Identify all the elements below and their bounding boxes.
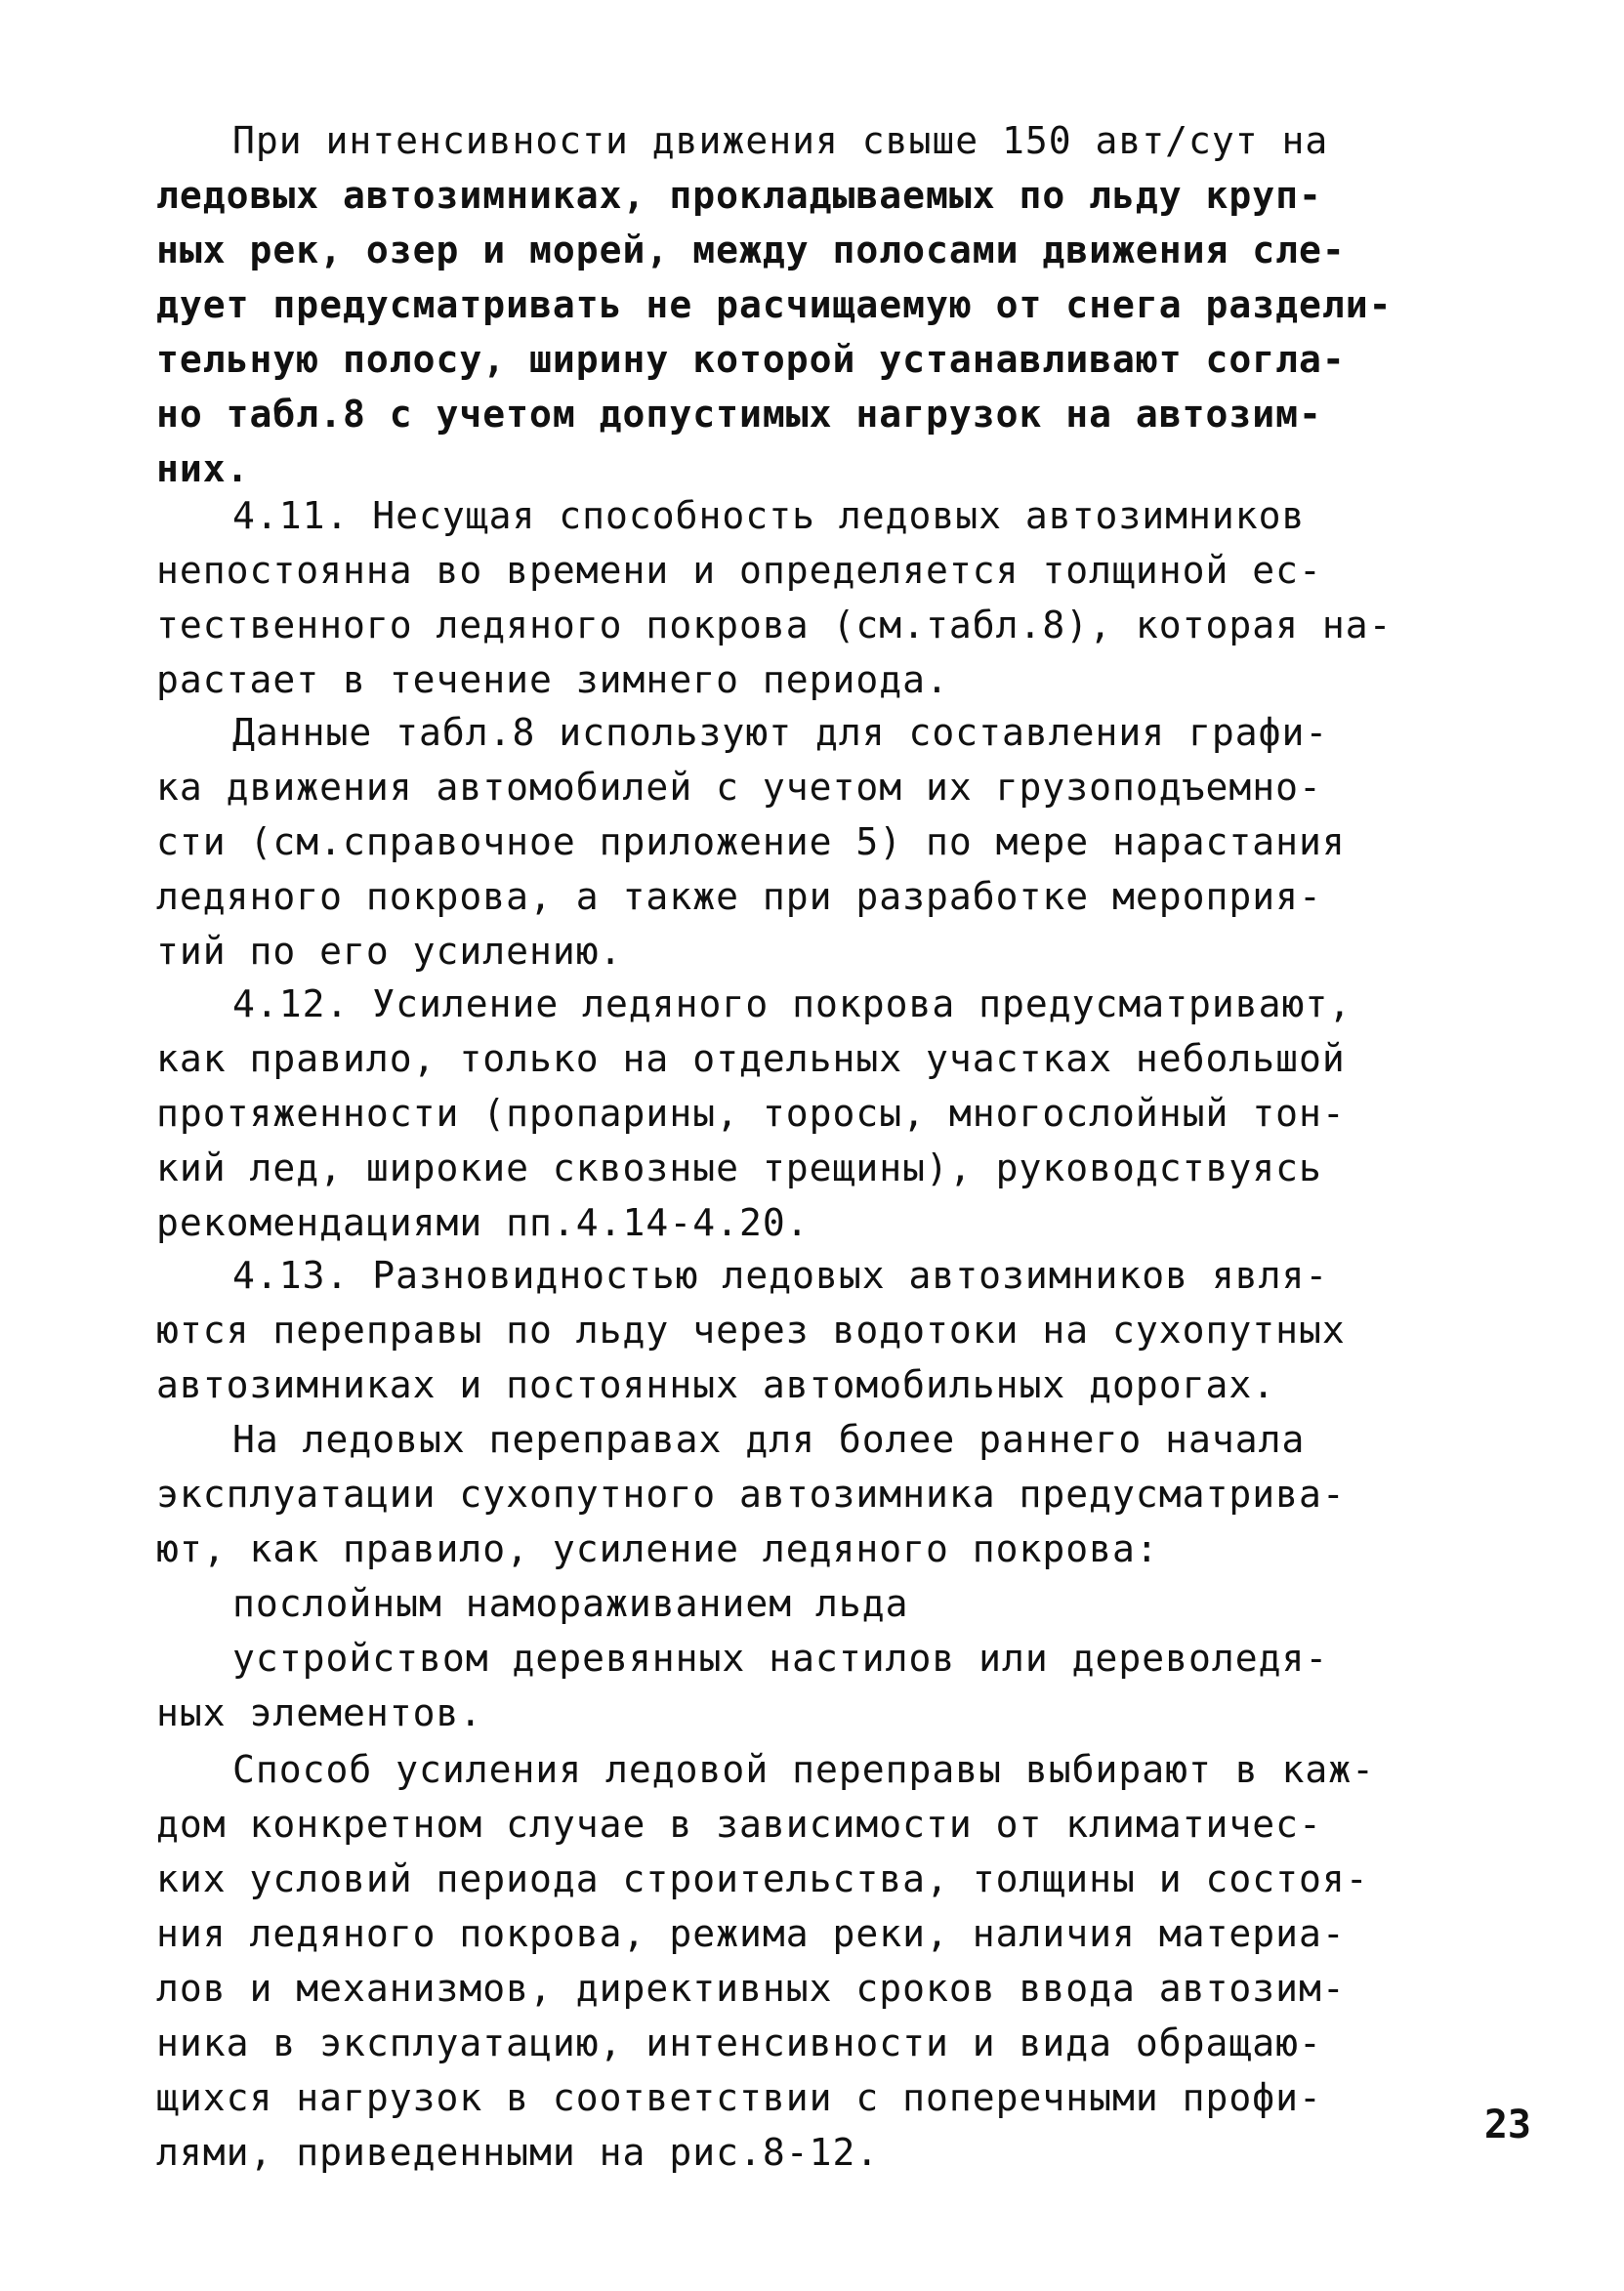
text-line: кий лед, широкие сквозные трещины), руководствуясь xyxy=(156,1146,1322,1189)
text-line: ледовых автозимниках, прокладываемых по льду круп- xyxy=(156,174,1322,217)
text-line: При интенсивности движения свыше 150 авт/сут на xyxy=(232,119,1329,162)
text-line: устройством деревянных настилов или дереволедя- xyxy=(232,1637,1329,1680)
text-line: эксплуатации сухопутного автозимника предусматрива- xyxy=(156,1473,1346,1516)
text-line: послойным намораживанием льда xyxy=(232,1582,909,1625)
text-line: ка движения автомобилей с учетом их грузоподъемно- xyxy=(156,766,1322,809)
text-line: 4.11. Несущая способность ледовых автозимников xyxy=(232,494,1306,537)
text-line: тественного ледяного покрова (см.табл.8), которая на- xyxy=(156,604,1393,646)
text-line: щихся нагрузок в соответствии с поперечными профи- xyxy=(156,2076,1322,2119)
text-line: ных элементов. xyxy=(156,1691,483,1734)
text-line: ют, как правило, усиление ледяного покрова: xyxy=(156,1527,1159,1570)
text-line: лями, приведенными на рис.8-12. xyxy=(156,2131,880,2174)
text-line: дом конкретном случае в зависимости от климатичес- xyxy=(156,1803,1322,1846)
text-line: сти (см.справочное приложение 5) по мере нарастания xyxy=(156,820,1346,863)
text-line: ных рек, озер и морей, между полосами движения сле- xyxy=(156,229,1346,271)
text-line: Способ усиления ледовой переправы выбирают в каж- xyxy=(232,1748,1376,1791)
text-line: протяженности (пропарины, торосы, многослойный тон- xyxy=(156,1092,1346,1135)
text-line: 4.13. Разновидностью ледовых автозимников явля- xyxy=(232,1254,1329,1297)
text-line: 4.12. Усиление ледяного покрова предусматривают, xyxy=(232,982,1353,1025)
text-line: ются переправы по льду через водотоки на сухопутных xyxy=(156,1309,1346,1352)
text-line: лов и механизмов, директивных сроков ввода автозим- xyxy=(156,1967,1346,2010)
text-line: непостоянна во времени и определяется толщиной ес- xyxy=(156,549,1322,592)
text-line: ледяного покрова, а также при разработке мероприя- xyxy=(156,875,1322,918)
text-line: них. xyxy=(156,447,250,490)
text-line: автозимниках и постоянных автомобильных дорогах. xyxy=(156,1363,1276,1406)
text-line: тий по его усилению. xyxy=(156,930,623,973)
text-line: ких условий периода строительства, толщины и состоя- xyxy=(156,1857,1369,1900)
text-line: тельную полосу, ширину которой устанавливают согла- xyxy=(156,338,1346,381)
text-line: Данные табл.8 используют для составления графи- xyxy=(232,711,1329,754)
text-line: ния ледяного покрова, режима реки, наличия материа- xyxy=(156,1912,1346,1955)
text-line: На ледовых переправах для более раннего начала xyxy=(232,1418,1306,1461)
text-line: растает в течение зимнего периода. xyxy=(156,658,949,701)
text-line: дует предусматривать не расчищаемую от снега раздели- xyxy=(156,283,1393,326)
text-line: но табл.8 с учетом допустимых нагрузок на автозим- xyxy=(156,393,1322,436)
text-line: рекомендациями пп.4.14-4.20. xyxy=(156,1201,810,1244)
text-line: как правило, только на отдельных участках небольшой xyxy=(156,1037,1346,1080)
text-line: ника в эксплуатацию, интенсивности и вида обращаю- xyxy=(156,2021,1322,2064)
page-number: 23 xyxy=(1483,2103,1531,2147)
